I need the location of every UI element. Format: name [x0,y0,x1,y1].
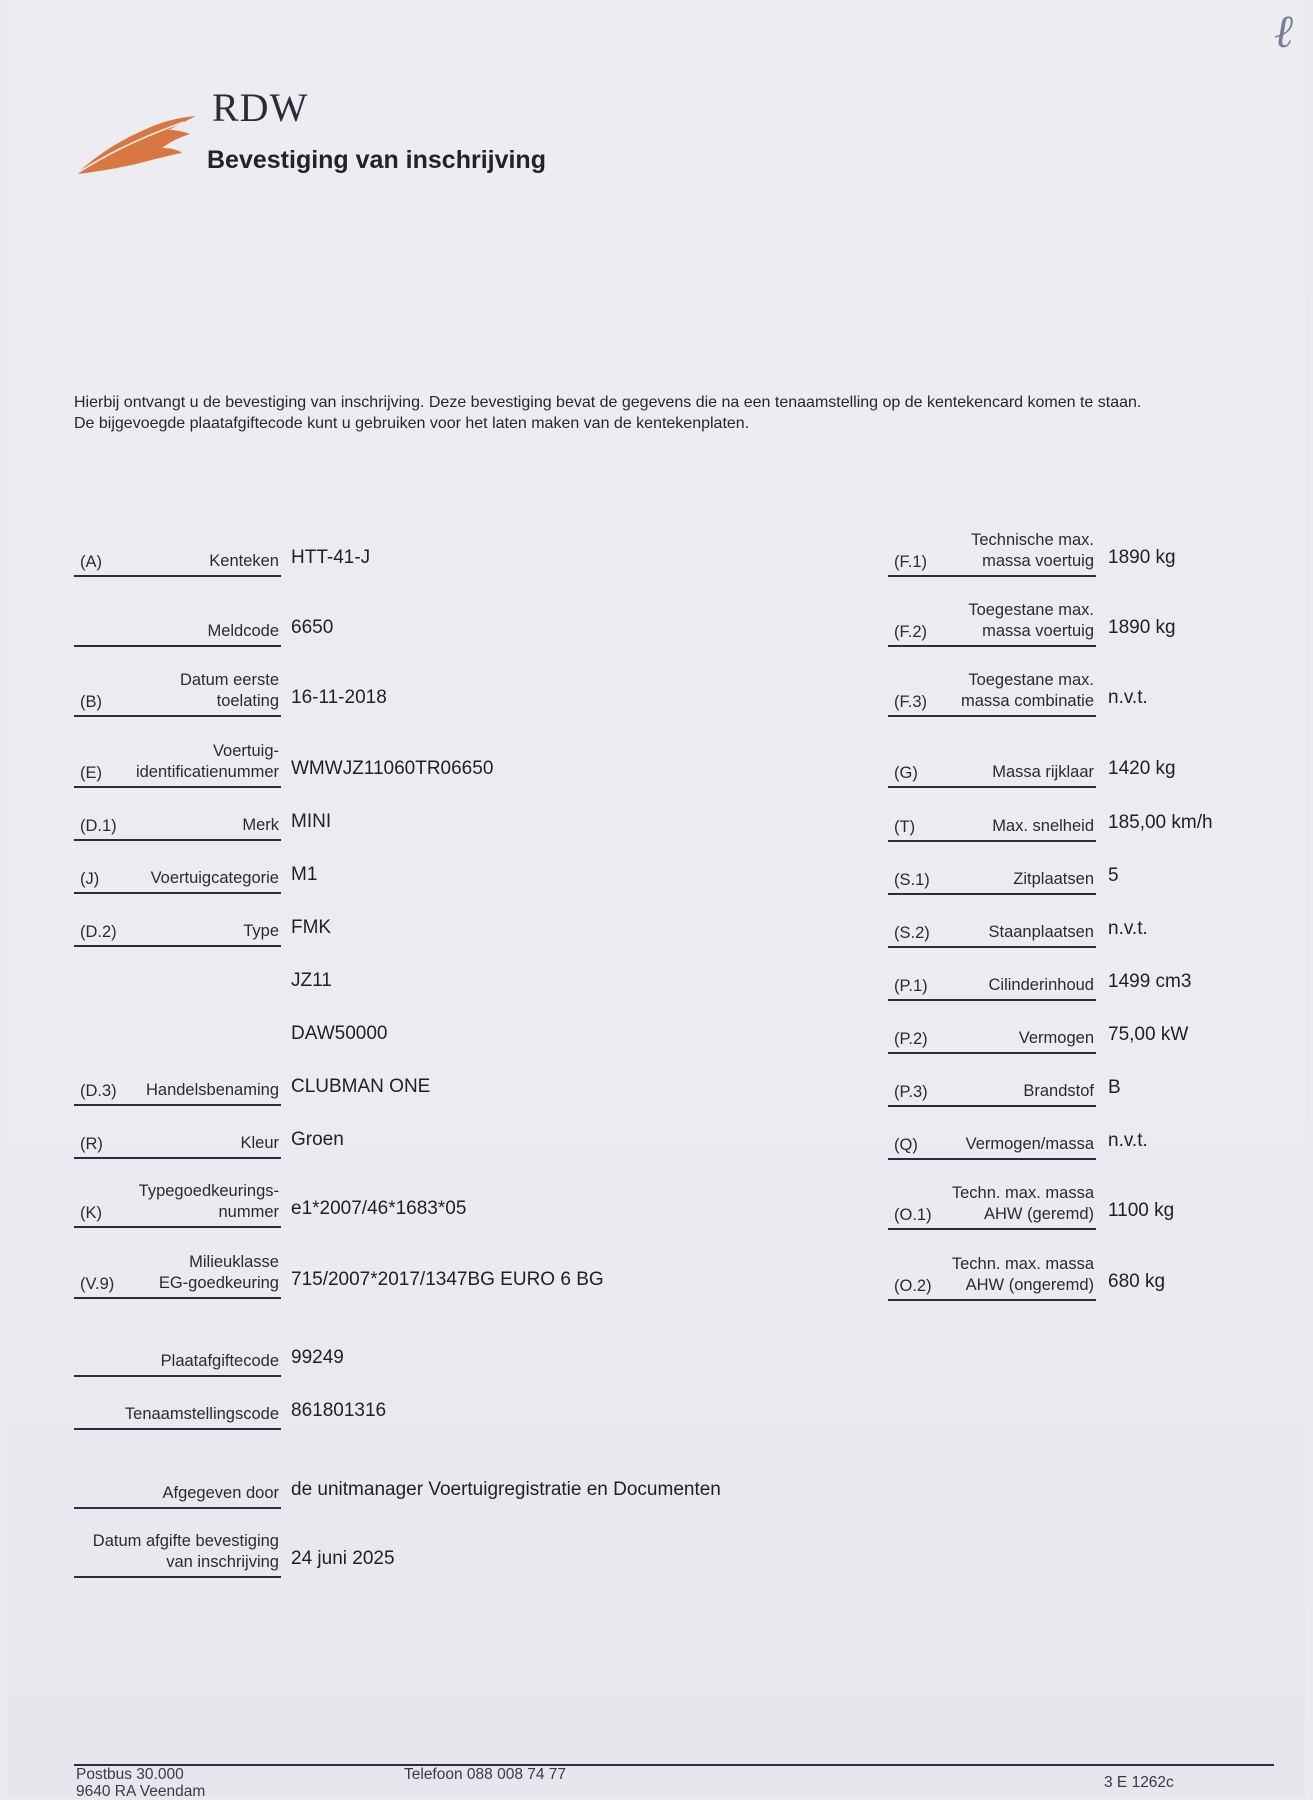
field-value: Groen [291,1129,344,1150]
field-code: (S.2) [894,924,930,942]
field-value: 75,00 kW [1108,1024,1189,1045]
intro-line-2: De bijgevoegde plaatafgiftecode kunt u gebruiken voor het laten maken van de kentekenplaten. [74,415,750,432]
field-label: Type [243,922,279,940]
field-code: (O.1) [894,1206,932,1224]
field-code: (E) [80,764,102,782]
field-label: Techn. max. massa AHW (ongeremd) [951,1255,1094,1294]
field-value: 1100 kg [1108,1200,1175,1221]
field-value: 16-11-2018 [291,687,387,708]
field-value: 6650 [291,617,334,638]
handwritten-corner-mark: ℓ [1273,4,1293,58]
field-code: (V.9) [80,1275,115,1293]
footer-address [76,1766,205,1800]
field-label: Afgegeven door [162,1484,279,1502]
field-label: Datum eerste toelating [179,671,279,710]
field-code: (P.1) [894,977,928,995]
field-label: Voertuigcategorie [150,869,279,887]
field-value: MINI [291,811,332,832]
brand-name: RDW [212,85,309,130]
field-label: Tenaamstellingscode [124,1405,279,1423]
document-title: Bevestiging van inschrijving [207,146,546,174]
field-label: Meldcode [207,622,279,640]
field-label: Handelsbenaming [145,1081,279,1099]
field-label: Vermogen [1018,1029,1094,1047]
field-label: Typegoedkeurings- nummer [138,1182,279,1221]
field-label: Brandstof [1023,1082,1094,1100]
field-code: (O.2) [894,1277,932,1295]
field-value: 1890 kg [1108,617,1176,638]
field-label: Milieuklasse EG-goedkeuring [158,1253,279,1292]
footer-rule [74,1764,1274,1766]
field-code: (Q) [894,1136,918,1154]
field-value: 1890 kg [1108,547,1176,568]
field-code: (D.1) [80,817,117,835]
field-label: Datum afgifte bevestiging van inschrijving [92,1532,279,1571]
field-code: (F.3) [894,693,927,711]
field-code: (P.2) [894,1030,928,1048]
field-label: Toegestane max. massa voertuig [968,601,1094,640]
field-code: (B) [80,693,102,711]
field-label: Plaatafgiftecode [160,1352,279,1370]
field-code: (A) [80,553,102,571]
field-label: Technische max. massa voertuig [971,531,1094,570]
field-value: FMK [291,917,332,938]
field-value: 715/2007*2017/1347BG EURO 6 BG [291,1269,604,1290]
field-value: JZ11 [291,970,332,991]
field-label: Merk [242,816,279,834]
field-label: Staanplaatsen [988,923,1094,941]
field-code: (K) [80,1204,102,1222]
field-label: Massa rijklaar [992,763,1094,781]
field-value: B [1108,1077,1121,1098]
field-code: (R) [80,1135,103,1153]
field-value: n.v.t. [1108,918,1148,939]
field-value: M1 [291,864,318,885]
field-value: de unitmanager Voertuigregistratie en Documenten [291,1479,721,1500]
intro-text [74,392,1274,434]
field-code: (T) [894,818,916,836]
rdw-feather-logo [74,108,199,176]
footer-form-code: 3 E 1262c [1104,1774,1174,1791]
field-code: (P.3) [894,1083,928,1101]
field-label: Vermogen/massa [965,1135,1094,1153]
field-code: (S.1) [894,871,930,889]
field-value: n.v.t. [1108,1130,1148,1151]
field-value: WMWJZ11060TR06650 [291,758,494,779]
field-value: 24 juni 2025 [291,1548,395,1569]
field-value: e1*2007/46*1683*05 [291,1198,467,1219]
footer-address-line-1: Postbus 30.000 [76,1766,184,1783]
field-label: Toegestane max. massa combinatie [961,671,1094,710]
field-value: HTT-41-J [291,547,371,568]
field-value: DAW50000 [291,1023,388,1044]
field-code: (G) [894,764,918,782]
field-value: 1420 kg [1108,758,1176,779]
field-value: 1499 cm3 [1108,971,1192,992]
field-value: 5 [1108,865,1119,886]
field-code: (D.2) [80,923,117,941]
field-value: CLUBMAN ONE [291,1076,431,1097]
field-code: (J) [80,870,100,888]
field-label: Max. snelheid [992,817,1094,835]
footer-address-line-2: 9640 RA Veendam [76,1783,206,1800]
field-value: 185,00 km/h [1108,812,1213,833]
field-label: Kenteken [209,552,279,570]
field-label: Zitplaatsen [1013,870,1094,888]
field-code: (F.1) [894,553,927,571]
field-label: Techn. max. massa AHW (geremd) [951,1184,1094,1223]
field-label: Kleur [240,1134,279,1152]
footer-phone: Telefoon 088 008 74 77 [404,1766,567,1783]
field-value: n.v.t. [1108,687,1148,708]
field-code: (D.3) [80,1082,117,1100]
field-value: 861801316 [291,1400,387,1421]
field-code: (F.2) [894,623,927,641]
field-label: Cilinderinhoud [988,976,1094,994]
field-value: 99249 [291,1347,344,1368]
field-label: Voertuig- identificatienummer [135,742,279,781]
intro-line-1: Hierbij ontvangt u de bevestiging van inschrijving. Deze bevestiging bevat de gegevens die na een tenaamstelling op de kentekencard komen te staan. [74,394,1142,411]
field-value: 680 kg [1108,1271,1166,1292]
